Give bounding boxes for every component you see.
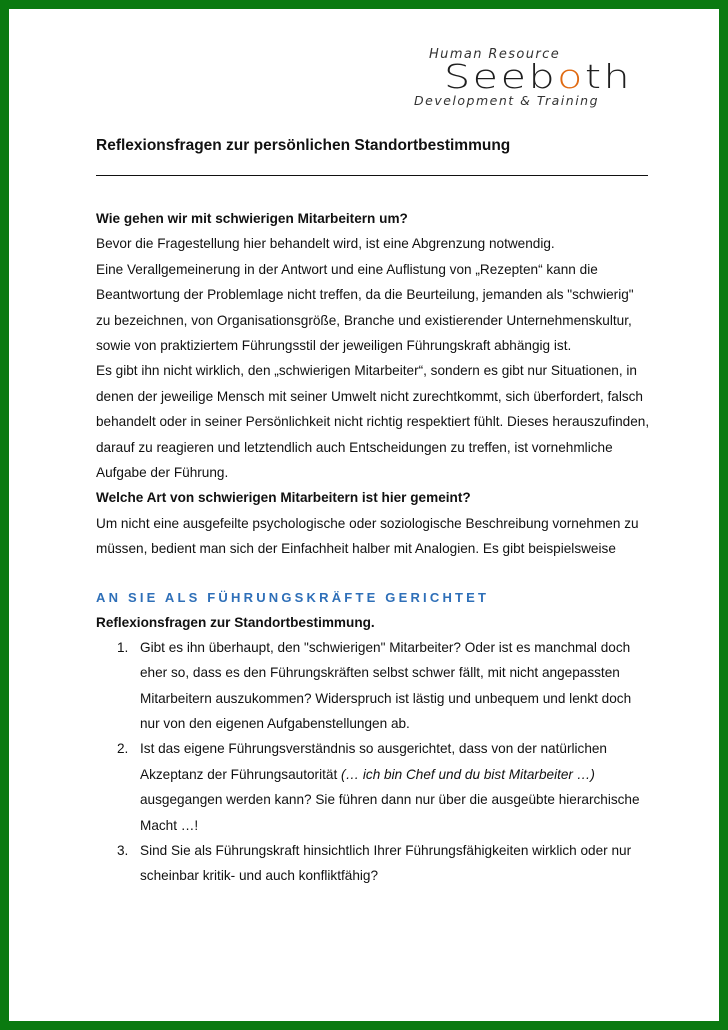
list-item bbox=[96, 635, 651, 737]
intro-section bbox=[96, 206, 651, 562]
list-item-number: 1. bbox=[117, 639, 129, 655]
logo-tagline-top: Human Resource bbox=[429, 47, 561, 62]
section-heading: AN SIE ALS FÜHRUNGSKRÄFTE GERICHTET bbox=[96, 589, 490, 605]
list-item-italic-quote: (… ich bin Chef und du bist Mitarbeiter …) bbox=[341, 766, 595, 782]
paragraph-1: Bevor die Fragestellung hier behandelt wird, ist eine Abgrenzung notwendig. bbox=[96, 236, 555, 252]
question-heading-1: Wie gehen wir mit schwierigen Mitarbeitern um? bbox=[96, 211, 408, 226]
paragraph-2: Eine Verallgemeinerung in der Antwort und eine Auflistung von „Rezepten“ kann die Beantwortung der Problemlage nicht treffen, da die Beurteilung, jemanden als "schwierig" zu bezeichnen, von Organisationsgröße, Branche und existierender Unternehmenskultur, sowie von praktiziertem Führungsstil der jeweiligen Führungskraft abhängig ist. bbox=[96, 261, 634, 354]
section-subheading: Reflexionsfragen zur Standortbestimmung. bbox=[96, 614, 375, 630]
reflection-questions-list bbox=[96, 635, 651, 889]
document-title: Reflexionsfragen zur persönlichen Standortbestimmung bbox=[96, 137, 511, 154]
list-item bbox=[96, 736, 651, 838]
paragraph-4: Um nicht eine ausgefeilte psychologische oder soziologische Beschreibung vornehmen zu müssen, bedient man sich der Einfachheit halber mit Analogien. Es gibt beispielsweise bbox=[96, 515, 639, 557]
question-heading-2: Welche Art von schwierigen Mitarbeitern ist hier gemeint? bbox=[96, 490, 471, 506]
list-item-number: 2. bbox=[117, 741, 129, 757]
list-item bbox=[96, 838, 651, 889]
company-logo bbox=[411, 47, 656, 111]
list-item-text: Sind Sie als Führungskraft hinsichtlich Ihrer Führungsfähigkeiten wirklich oder nur scheinbar kritik- und auch konfliktfähig? bbox=[140, 842, 632, 884]
list-item-number: 3. bbox=[117, 842, 129, 858]
list-item-text: Gibt es ihn überhaupt, den "schwierigen" Mitarbeiter? Oder ist es manchmal doch eher so, dass es den Führungskräften selbst schwer fällt, mit nicht angepassten Mitarbeitern auszukommen? Widerspruch ist lästig und unbequem und lenkt doch nur von den eigenen Aufgabenstellungen ab. bbox=[140, 639, 632, 731]
title-underline bbox=[96, 175, 648, 176]
logo-wordmark: Seeboth bbox=[444, 57, 633, 96]
paragraph-3: Es gibt ihn nicht wirklich, den „schwierigen Mitarbeiter“, sondern es gibt nur Situationen, in denen der jeweilige Mensch mit seiner Umwelt nicht zurechtkommt, sich überfordert, falsch behandelt oder in seiner Persönlichkeit nicht richtig respektiert fühlt. Dieses herauszufinden, darauf zu reagieren und letztendlich auch Entscheidungen zu treffen, ist vornehmliche Aufgabe der Führung. bbox=[96, 363, 650, 481]
list-item-text: Ist das eigene Führungsverständnis so ausgerichtet, dass von der natürlichen Akzeptanz der Führungsautorität (… ich bin Chef und du bist Mitarbeiter …) ausgegangen werden kann? Sie führen dann nur über die ausgeübte hierarchische Macht …! bbox=[140, 741, 640, 833]
document-body bbox=[96, 131, 651, 889]
logo-tagline-bottom: Development & Training bbox=[414, 93, 600, 108]
